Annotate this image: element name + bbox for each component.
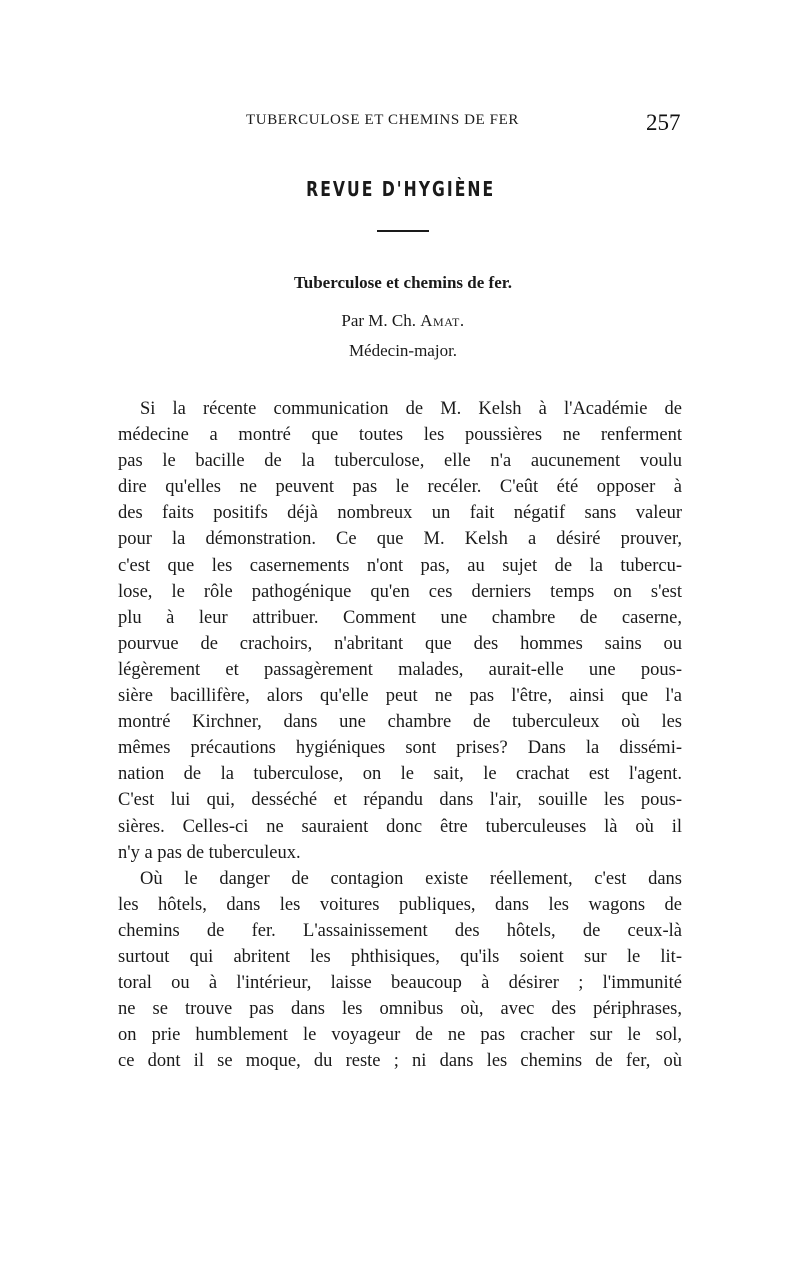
title-rule-divider	[377, 230, 429, 232]
body-line: lose, le rôle pathogénique qu'en ces derniers temps on s'est	[118, 581, 682, 602]
body-line: pas le bacille de la tuberculose, elle n'a aucunement voulu	[118, 451, 682, 472]
body-line: Où le danger de contagion existe réellement, c'est dans	[140, 868, 682, 889]
section-title: REVUE D'HYGIÈNE	[306, 177, 496, 201]
body-line: nation de la tuberculose, on le sait, le crachat est l'agent.	[118, 764, 682, 785]
article-body	[118, 396, 682, 1074]
page-number: 257	[646, 110, 681, 135]
byline	[3, 311, 800, 331]
body-line: légèrement et passagèrement malades, aurait-elle une pous-	[118, 659, 682, 680]
body-line: chemins de fer. L'assainissement des hôtels, de ceux-là	[118, 920, 682, 941]
body-line: plu à leur attribuer. Comment une chambre de caserne,	[118, 607, 682, 628]
body-line: médecine a montré que toutes les poussières ne renferment	[118, 425, 682, 446]
body-line: Si la récente communication de M. Kelsh à l'Académie de	[140, 399, 682, 419]
body-line: montré Kirchner, dans une chambre de tuberculeux où les	[118, 712, 682, 733]
byline-prefix: Par M. Ch.	[341, 311, 416, 330]
body-line: ne se trouve pas dans les omnibus où, avec des périphrases,	[118, 999, 682, 1020]
body-line: c'est que les casernements n'ont pas, au sujet de la tubercu-	[118, 555, 682, 576]
body-line: n'y a pas de tuberculeux.	[118, 842, 301, 863]
body-line: mêmes précautions hygiéniques sont prises? Dans la dissémi-	[118, 738, 682, 759]
body-line: ce dont il se moque, du reste ; ni dans les chemins de fer, où	[118, 1051, 682, 1072]
byline-author: Amat.	[420, 311, 465, 330]
author-role: Médecin-major.	[348, 341, 458, 360]
article-title: Tuberculose et chemins de fer.	[293, 273, 512, 292]
body-line: pour la démonstration. Ce que M. Kelsh a désiré prouver,	[118, 529, 682, 550]
body-line: surtout qui abritent les phthisiques, qu'ils soient sur le lit-	[118, 946, 682, 967]
body-line: sière bacillifère, alors qu'elle peut ne pas l'être, ainsi que l'a	[118, 686, 682, 707]
running-head: TUBERCULOSE ET CHEMINS DE FER	[246, 112, 519, 128]
body-line: C'est lui qui, desséché et répandu dans l'air, souille les pous-	[118, 790, 682, 811]
body-line: sières. Celles-ci ne sauraient donc être tuberculeuses là où il	[118, 816, 682, 837]
body-line: les hôtels, dans les voitures publiques, dans les wagons de	[118, 894, 682, 915]
body-line: dire qu'elles ne peuvent pas le recéler. C'eût été opposer à	[118, 477, 682, 498]
body-line: pourvue de crachoirs, n'abritant que des hommes sains ou	[118, 633, 682, 654]
body-line: toral ou à l'intérieur, laisse beaucoup à désirer ; l'immunité	[118, 973, 682, 994]
body-line: on prie humblement le voyageur de ne pas cracher sur le sol,	[118, 1025, 682, 1046]
body-line: des faits positifs déjà nombreux un fait négatif sans valeur	[118, 503, 682, 524]
